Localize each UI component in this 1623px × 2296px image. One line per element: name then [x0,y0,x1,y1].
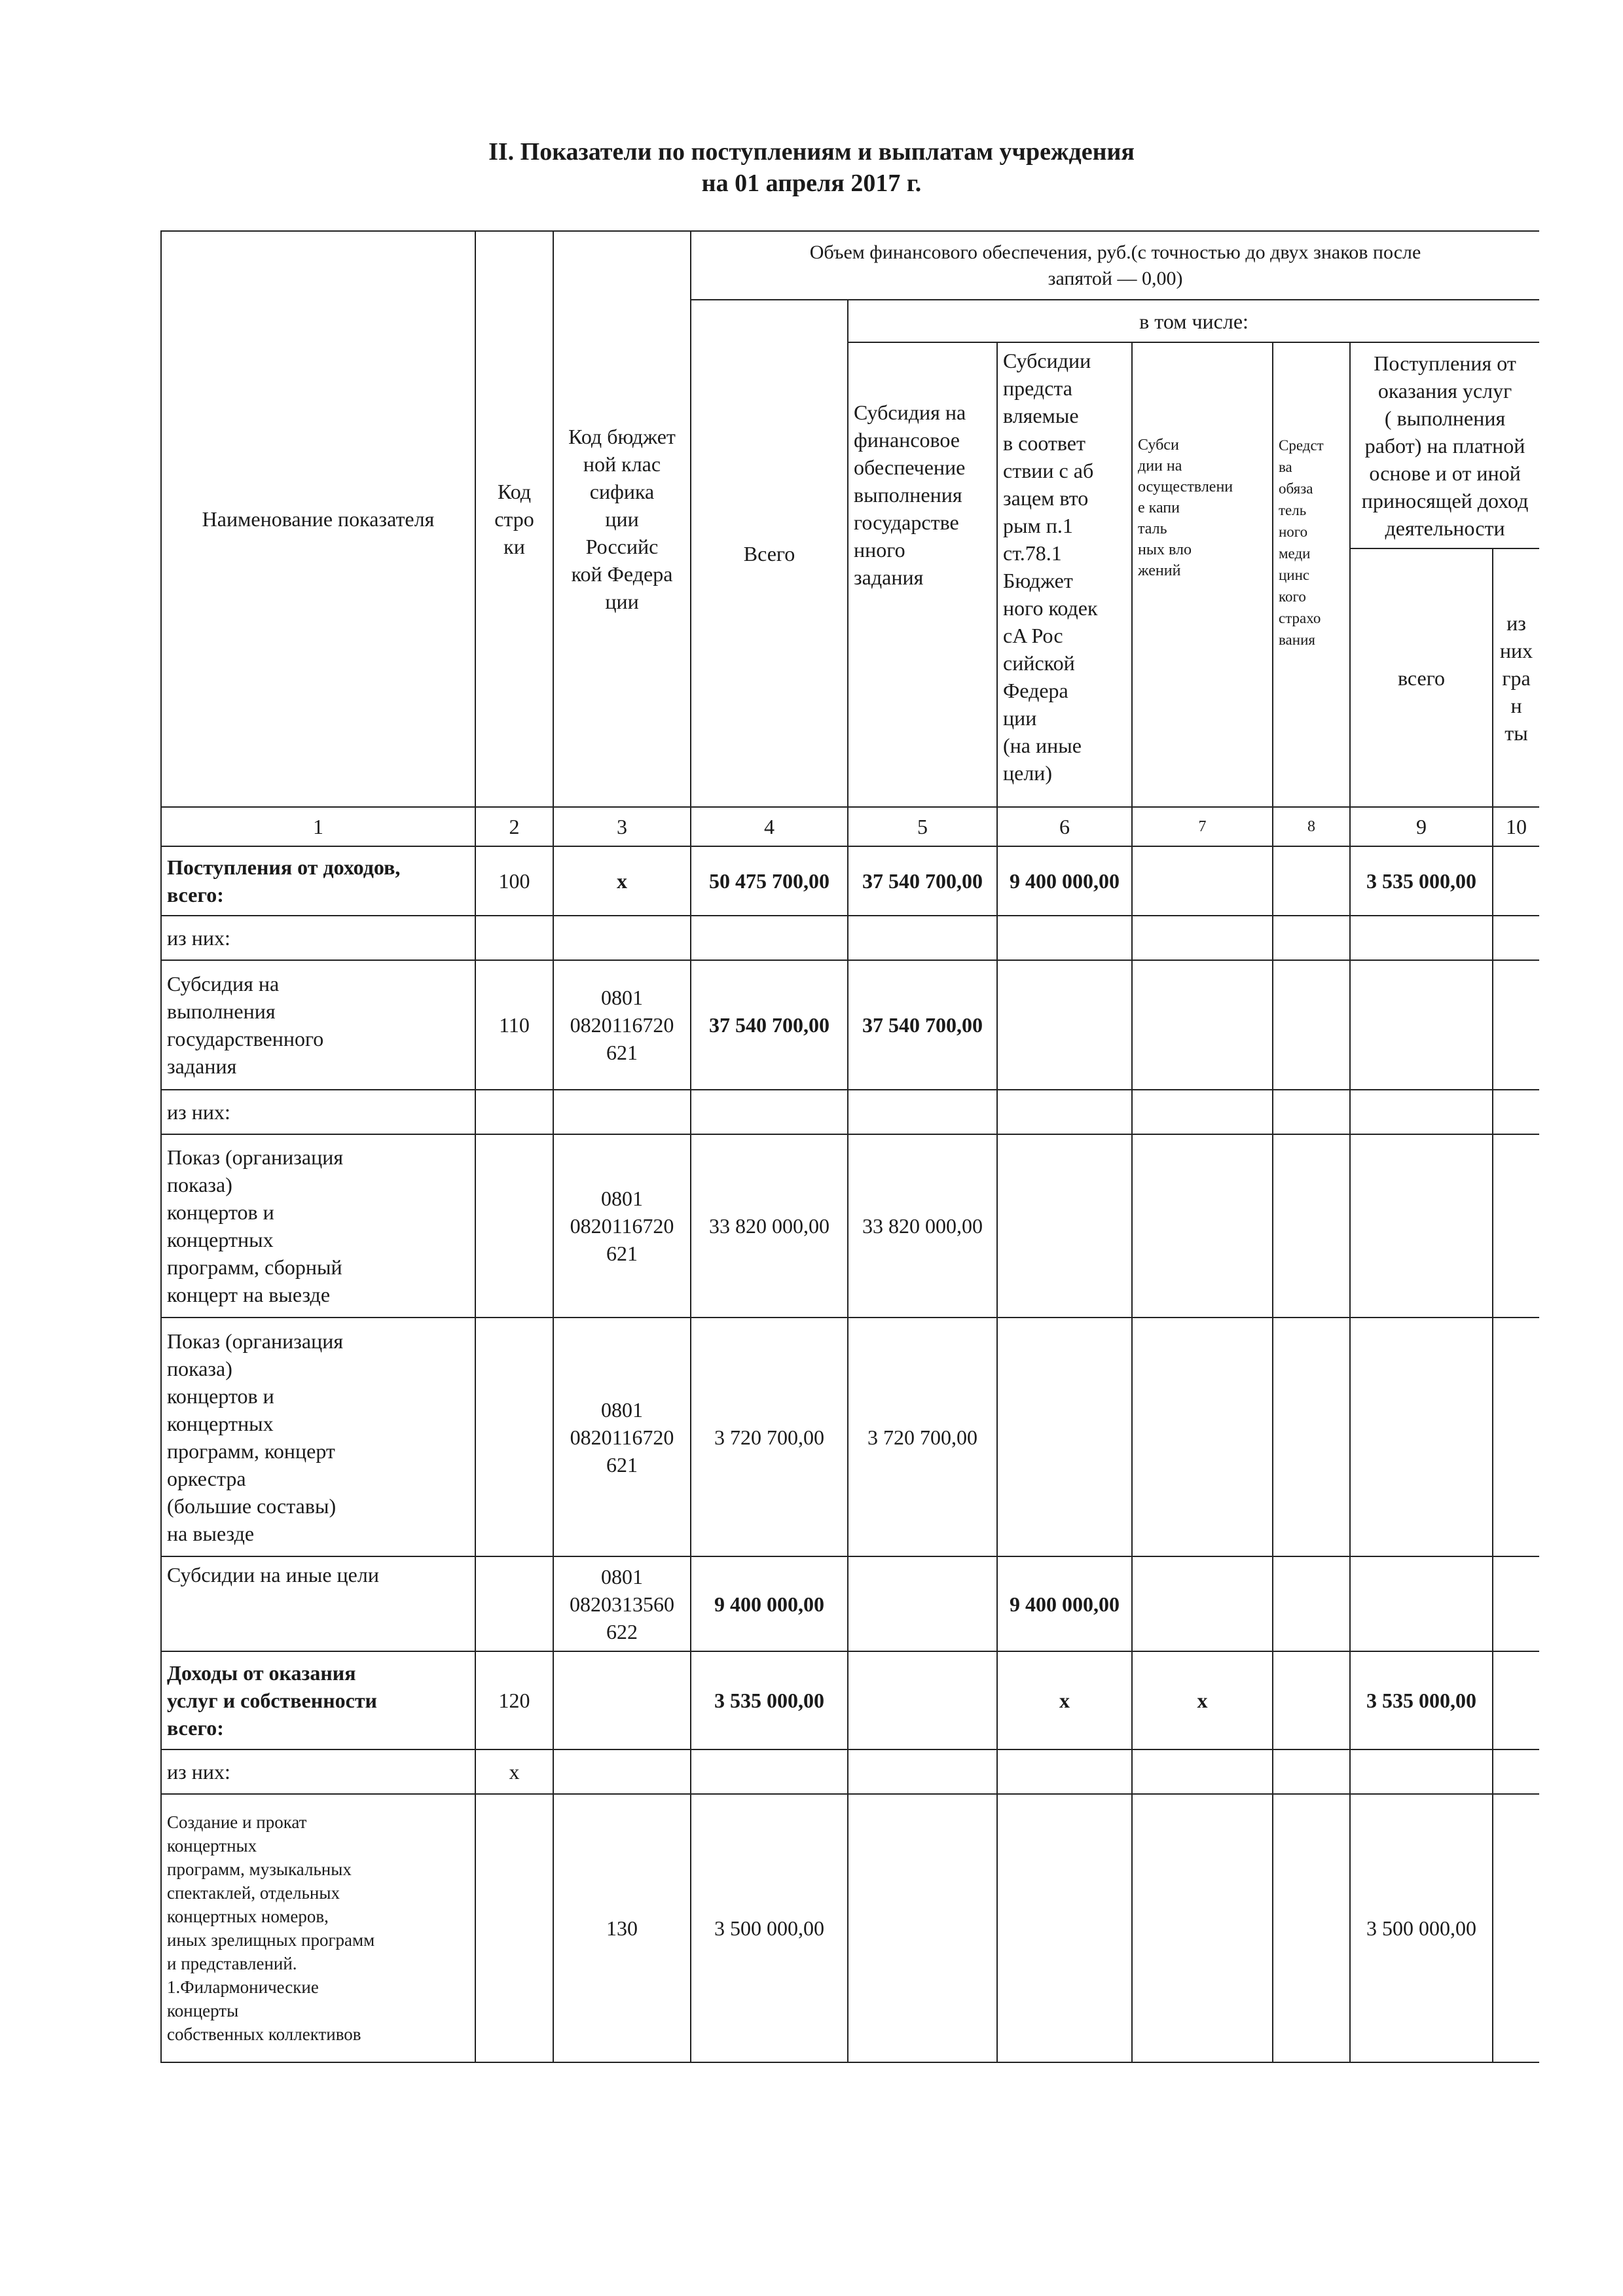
row-kbk: 0801 0820116720 621 [553,1318,691,1556]
row-subsidy [848,1556,997,1651]
row-total [691,1749,848,1794]
table-row [161,1749,1539,1794]
row-other-subsidy [997,1090,1132,1134]
row-subsidy [848,916,997,960]
row-grants [1493,1318,1539,1556]
row-capital [1132,846,1273,916]
row-subsidy: 37 540 700,00 [848,960,997,1090]
row-grants [1493,1749,1539,1794]
indicators-table [160,230,1539,2063]
table-row [161,1134,1539,1318]
row-oms [1273,1794,1350,2062]
row-other-subsidy [997,1134,1132,1318]
header-paid-total: всего [1350,548,1493,807]
header-budget-classification: Код бюджет ной клас сифика ции Российс кой Федера ции [553,231,691,807]
row-other-subsidy [997,1794,1132,2062]
row-grants [1493,846,1539,916]
row-name: Поступления от доходов, всего: [161,846,475,916]
row-grants [1493,1090,1539,1134]
row-total: 3 535 000,00 [691,1651,848,1749]
row-code [475,1134,553,1318]
row-subsidy: 3 720 700,00 [848,1318,997,1556]
row-subsidy [848,1794,997,2062]
column-number: 2 [475,807,553,846]
row-subsidy [848,1090,997,1134]
row-paid: 3 535 000,00 [1350,1651,1493,1749]
row-kbk [553,916,691,960]
header-financing-volume: Объем финансового обеспечения, руб.(с точностью до двух знаков после запятой — 0,00) [691,231,1539,300]
column-number: 8 [1273,807,1350,846]
row-code [475,916,553,960]
table-row [161,1318,1539,1556]
row-paid: 3 500 000,00 [1350,1794,1493,2062]
row-oms [1273,916,1350,960]
row-code [475,1556,553,1651]
row-paid [1350,916,1493,960]
header-capital-investment-subsidy: Субси дии на осуществлени е капи таль ных вло жений [1132,342,1273,807]
row-name: Создание и прокат концертных программ, музыкальных спектаклей, отдельных концертных номеров, иных зрелищных программ и представлений. 1.Филармонические концерты собственных коллективов [161,1794,475,2062]
row-name: Показ (организация показа) концертов и концертных программ, концерт оркестра (большие составы) на выезде [161,1318,475,1556]
row-paid [1350,1318,1493,1556]
row-kbk [553,1090,691,1134]
row-capital: x [1132,1651,1273,1749]
header-indicator-name: Наименование показателя [161,231,475,807]
row-oms [1273,1090,1350,1134]
row-kbk: 0801 0820116720 621 [553,1134,691,1318]
row-capital [1132,916,1273,960]
row-subsidy [848,1651,997,1749]
row-code: x [475,1749,553,1794]
column-number: 1 [161,807,475,846]
table-row [161,1651,1539,1749]
row-code: 120 [475,1651,553,1749]
row-other-subsidy [997,916,1132,960]
row-subsidy: 33 820 000,00 [848,1134,997,1318]
row-paid [1350,1090,1493,1134]
column-number: 5 [848,807,997,846]
column-number: 7 [1132,807,1273,846]
header-grants: из них гран ты [1493,548,1539,807]
row-capital [1132,960,1273,1090]
header-other-purposes-subsidy: Субсидии предста вляемые в соответ ствии с аб зацем вто рым п.1 ст.78.1 Бюджет ного кодек cA Рос сийской Федера ции (на иные цели) [997,342,1132,807]
row-other-subsidy: 9 400 000,00 [997,846,1132,916]
row-oms [1273,1318,1350,1556]
row-kbk: 0801 0820313560 622 [553,1556,691,1651]
row-subsidy [848,1749,997,1794]
row-name: Субсидии на иные цели [161,1556,475,1651]
header-total: Всего [691,300,848,807]
row-total: 50 475 700,00 [691,846,848,916]
row-oms [1273,1556,1350,1651]
row-name: Субсидия на выполнения государственного задания [161,960,475,1090]
column-number: 3 [553,807,691,846]
row-other-subsidy [997,1318,1132,1556]
table-row [161,916,1539,960]
row-subsidy: 37 540 700,00 [848,846,997,916]
row-kbk [553,1749,691,1794]
row-total [691,916,848,960]
table-row [161,846,1539,916]
row-oms [1273,1651,1350,1749]
row-name: из них: [161,1090,475,1134]
row-code [475,1318,553,1556]
row-total: 9 400 000,00 [691,1556,848,1651]
row-oms [1273,1134,1350,1318]
row-code: 110 [475,960,553,1090]
row-kbk: 130 [553,1794,691,2062]
row-name: из них: [161,916,475,960]
column-number: 10 [1493,807,1539,846]
row-code [475,1090,553,1134]
row-capital [1132,1318,1273,1556]
header-medical-insurance-funds: Средст ва обяза тель ного меди цинс кого страхо вания [1273,342,1350,807]
row-total: 3 720 700,00 [691,1318,848,1556]
row-grants [1493,1556,1539,1651]
table-row [161,1556,1539,1651]
header-line-code: Код стро ки [475,231,553,807]
row-paid [1350,1556,1493,1651]
row-oms [1273,1749,1350,1794]
row-grants [1493,1651,1539,1749]
row-name: Доходы от оказания услуг и собственности всего: [161,1651,475,1749]
row-paid [1350,1134,1493,1318]
row-total: 3 500 000,00 [691,1794,848,2062]
row-total: 37 540 700,00 [691,960,848,1090]
header-paid-services-income: Поступления от оказания услуг ( выполнения работ) на платной основе и от иной приносящей доход деятельности [1350,342,1539,548]
row-capital [1132,1794,1273,2062]
row-total [691,1090,848,1134]
row-paid [1350,960,1493,1090]
row-other-subsidy [997,1749,1132,1794]
page-title: II. Показатели по поступлениям и выплатам учреждения [488,138,1135,166]
row-kbk: 0801 0820116720 621 [553,960,691,1090]
page-subtitle-date: на 01 апреля 2017 г. [701,170,922,197]
row-kbk: x [553,846,691,916]
row-grants [1493,1134,1539,1318]
header-including: в том числе: [848,300,1539,342]
row-other-subsidy: x [997,1651,1132,1749]
row-oms [1273,846,1350,916]
column-number: 6 [997,807,1132,846]
row-other-subsidy [997,960,1132,1090]
header-state-task-subsidy: Субсидия на финансовое обеспечение выполнения государстве нного задания [848,342,997,807]
row-grants [1493,1794,1539,2062]
row-capital [1132,1556,1273,1651]
row-grants [1493,916,1539,960]
row-name: Показ (организация показа) концертов и концертных программ, сборный концерт на выезде [161,1134,475,1318]
row-grants [1493,960,1539,1090]
row-paid: 3 535 000,00 [1350,846,1493,916]
table-row [161,1090,1539,1134]
table-row [161,960,1539,1090]
column-number: 4 [691,807,848,846]
row-paid [1350,1749,1493,1794]
table-row [161,1794,1539,2062]
row-capital [1132,1749,1273,1794]
row-code [475,1794,553,2062]
row-capital [1132,1090,1273,1134]
row-name: из них: [161,1749,475,1794]
row-kbk [553,1651,691,1749]
row-oms [1273,960,1350,1090]
row-code: 100 [475,846,553,916]
column-number: 9 [1350,807,1493,846]
row-other-subsidy: 9 400 000,00 [997,1556,1132,1651]
row-capital [1132,1134,1273,1318]
row-total: 33 820 000,00 [691,1134,848,1318]
